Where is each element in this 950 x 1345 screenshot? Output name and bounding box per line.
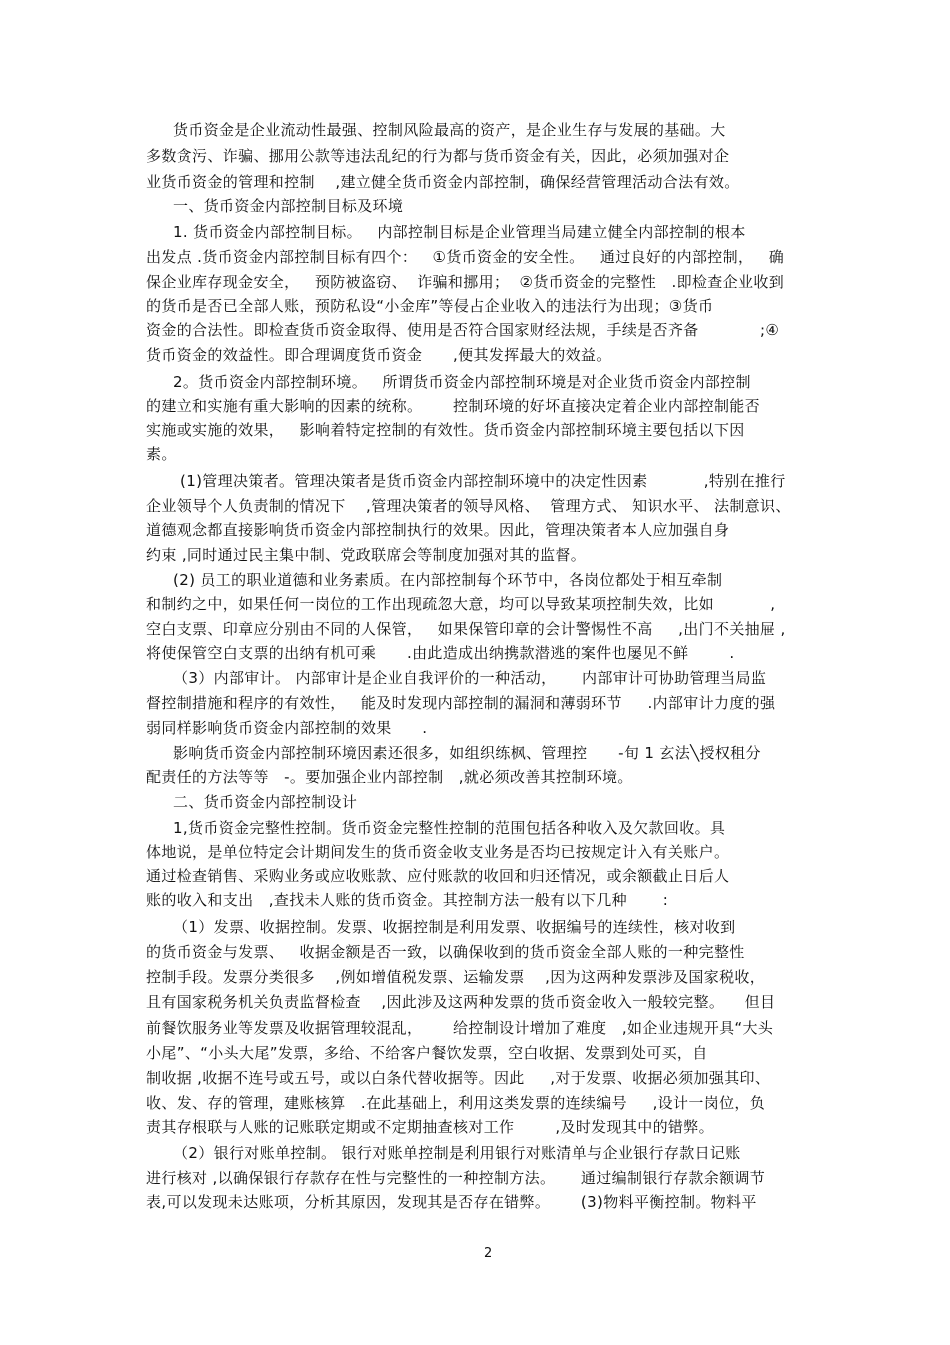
paragraph-line: 和制约之中，如果任何一岗位的工作出现疏忽大意，均可以导致某项控制失效，比如 , [146, 595, 776, 613]
paragraph-line: 实施或实施的效果， 影响着特定控制的有效性。货币资金内部控制环境主要包括以下因 [146, 421, 745, 439]
page-number: 2 [484, 1246, 493, 1261]
paragraph-line: 的货币是否已全部人账，预防私设“小金库”等侵占企业收入的违法行为出现；③货币 [146, 297, 714, 315]
paragraph-line: 货币资金是企业流动性最强、控制风险最高的资产，是企业生存与发展的基础。大 [173, 121, 726, 139]
paragraph-line: 空白支票、印章应分别由不同的人保管， 如果保管印章的会计警惕性不高 ,出门不关抽屉 , [146, 620, 786, 638]
paragraph-line: （2）银行对账单控制。 银行对账单控制是利用银行对账清单与企业银行存款日记账 [173, 1144, 741, 1162]
paragraph-line: 1,货币资金完整性控制。货币资金完整性控制的范围包括各种收入及欠款回收。具 [173, 819, 726, 837]
paragraph-line: (2) 员工的职业道德和业务素质。在内部控制每个环节中，各岗位都处于相互牵制 [173, 571, 723, 589]
paragraph-line: 账的收入和支出 ,查找未人账的货币资金。其控制方法一般有以下几种 : [146, 891, 669, 909]
paragraph-line: （1）发票、收据控制。发票、收据控制是利用发票、收据编号的连续性，核对收到 [173, 918, 736, 936]
paragraph-line: 资金的合法性。即检查货币资金取得、使用是否符合国家财经法规，手续是否齐备 ;④ [146, 321, 780, 339]
paragraph-line: 企业领导个人负责制的情况下 ,管理决策者的领导风格、 管理方式、 知识水平、 法制意识、 [146, 497, 791, 515]
paragraph-line: 小尾”、“小头大尾”发票，多给、不给客户餐饮发票，空白收据、发票到处可买，自 [146, 1044, 708, 1062]
paragraph-line: 表,可以发现未达账项，分析其原因，发现其是否存在错弊。 (3)物料平衡控制。物料平 [146, 1193, 757, 1211]
paragraph-line: 的货币资金与发票、 收据金额是否一致，以确保收到的货币资金全部人账的一种完整性 [146, 943, 745, 961]
paragraph-line: 进行核对 ,以确保银行存款存在性与完整性的一种控制方法。 通过编制银行存款余额调节 [146, 1169, 766, 1187]
paragraph-line: 道德观念都直接影响货币资金内部控制执行的效果。因此，管理决策者本人应加强自身 [146, 521, 730, 539]
paragraph-line: 前餐饮服务业等发票及收据管理较混乱， 给控制设计增加了难度 ,如企业违规开具“大头 [146, 1019, 774, 1037]
paragraph-line: 责其存根联与人账的记账联定期或不定期抽查核对工作 ,及时发现其中的错弊。 [146, 1118, 714, 1136]
paragraph-line: 控制手段。发票分类很多 ,例如增值税发票、运输发票 ,因为这两种发票涉及国家税收， [146, 968, 766, 986]
paragraph-line: 体地说，是单位特定会计期间发生的货币资金收支业务是否均已按规定计入有关账户。 [146, 843, 730, 861]
paragraph-line: 保企业库存现金安全， 预防被盗窃、 诈骗和挪用； ②货币资金的完整性 .即检查企业收到 [146, 273, 785, 291]
paragraph-line: 出发点 .货币资金内部控制目标有四个： ①货币资金的安全性。 通过良好的内部控制， 确 [146, 248, 785, 266]
paragraph-line: （3）内部审计。 内部审计是企业自我评价的一种活动， 内部审计可协助管理当局监 [173, 669, 767, 687]
paragraph-line: 业货币资金的管理和控制 ,建立健全货币资金内部控制，确保经营管理活动合法有效。 [146, 173, 740, 191]
paragraph-line: 的建立和实施有重大影响的因素的统称。 控制环境的好坏直接决定着企业内部控制能否 [146, 397, 761, 415]
paragraph-line: 多数贪污、诈骗、挪用公款等违法乱纪的行为都与货币资金有关，因此，必须加强对企 [146, 147, 730, 165]
paragraph-line: 通过检查销售、采购业务或应收账款、应付账款的收回和归还情况，或余额截止日后人 [146, 867, 730, 885]
paragraph-line: 收、发、存的管理，建账核算 .在此基础上，利用这类发票的连续编号 ,设计一岗位，负 [146, 1094, 766, 1112]
paragraph-line: 1. 货币资金内部控制目标。 内部控制目标是企业管理当局建立健全内部控制的根本 [173, 223, 746, 241]
paragraph-line: 弱同样影响货币资金内部控制的效果 . [146, 719, 428, 737]
paragraph-line: 影响货币资金内部控制环境因素还很多，如组织练枫、管理控 -旬 1 玄法╲授权租分 [173, 744, 761, 762]
section-heading: 二、货币资金内部控制设计 [173, 793, 358, 811]
paragraph-line: 配责任的方法等等 -。要加强企业内部控制 ,就必须改善其控制环境。 [146, 768, 633, 786]
paragraph-line: 将使保管空白支票的出纳有机可乘 .由此造成出纳携款潜逃的案件也屡见不鲜 . [146, 644, 735, 662]
paragraph-line: 2。货币资金内部控制环境。 所谓货币资金内部控制环境是对企业货币资金内部控制 [173, 373, 751, 391]
paragraph-line: 制收据 ,收据不连号或五号，或以白条代替收据等。因此 ,对于发票、收据必须加强其印、 [146, 1069, 771, 1087]
paragraph-line: 货币资金的效益性。即合理调度货币资金 ,便其发挥最大的效益。 [146, 346, 612, 364]
section-heading: 一、货币资金内部控制目标及环境 [173, 197, 404, 215]
paragraph-line: 且有国家税务机关负责监督检查 ,因此涉及这两种发票的货币资金收入一般较完整。 但目 [146, 993, 776, 1011]
paragraph-line: 素。 [146, 445, 177, 463]
paragraph-line: 约束 ,同时通过民主集中制、党政联席会等制度加强对其的监督。 [146, 546, 587, 564]
paragraph-line: (1)管理决策者。管理决策者是货币资金内部控制环境中的决定性因素 ,特别在推行 [180, 472, 786, 490]
paragraph-line: 督控制措施和程序的有效性， 能及时发现内部控制的漏洞和薄弱环节 .内部审计力度的强 [146, 694, 776, 712]
